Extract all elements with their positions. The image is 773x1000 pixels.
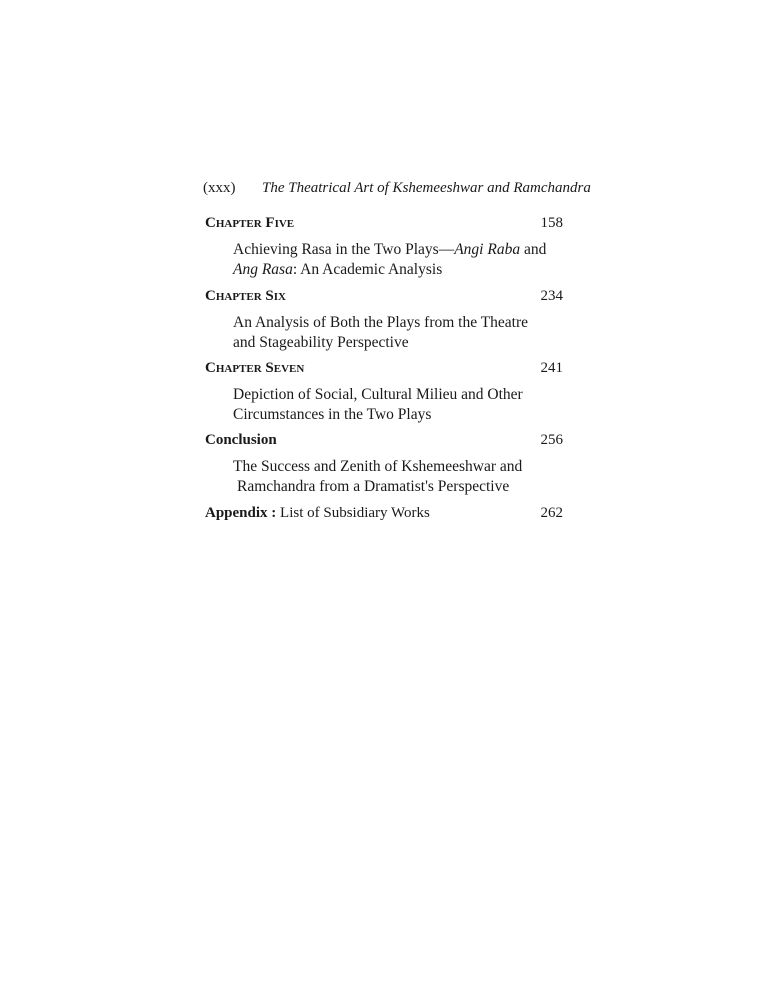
toc-entry-chapter-six <box>205 286 563 353</box>
toc-description <box>205 313 563 353</box>
toc-entry-conclusion <box>205 430 563 497</box>
toc-chapter-label: Chapter Seven <box>205 360 305 376</box>
toc-chapter-label: Chapter Six <box>205 288 286 304</box>
toc-description-line: and Stageability Perspective <box>233 334 409 351</box>
running-header <box>203 178 591 198</box>
toc-description-line: Ramchandra from a Dramatist's Perspective <box>237 478 510 495</box>
toc-heading-row <box>205 286 563 306</box>
toc-description <box>205 457 563 497</box>
toc-description-line <box>233 260 563 280</box>
toc-chapter-label: Chapter Five <box>205 215 295 231</box>
toc-page-number: 256 <box>540 432 563 448</box>
toc-description-line <box>233 240 563 260</box>
desc-text: : An Academic Analysis <box>292 261 443 278</box>
toc-heading-row <box>205 213 563 233</box>
toc-description <box>205 385 563 425</box>
toc-page-number: 262 <box>540 505 563 521</box>
toc-heading-row <box>205 503 563 523</box>
toc-heading-row <box>205 430 563 450</box>
toc-appendix-label: Appendix : <box>205 505 277 521</box>
toc-description-line: Circumstances in the Two Plays <box>233 406 432 423</box>
toc-page-number: 158 <box>540 215 563 231</box>
toc-description-line: The Success and Zenith of Kshemeeshwar and <box>233 458 523 475</box>
toc-description <box>205 240 563 280</box>
header-page-number: (xxx) <box>203 180 236 196</box>
toc-conclusion-label: Conclusion <box>205 432 277 448</box>
desc-italic-text: Angi Raba <box>454 241 521 258</box>
toc-heading-row <box>205 358 563 378</box>
desc-text: Achieving Rasa in the Two Plays— <box>233 241 455 258</box>
toc-entry-appendix <box>205 503 563 523</box>
toc-description-line: Depiction of Social, Cultural Milieu and Other <box>233 386 523 403</box>
toc-entry-chapter-seven <box>205 358 563 425</box>
toc-description-line: An Analysis of Both the Plays from the Theatre <box>233 314 529 331</box>
toc-entry-chapter-five <box>205 213 563 280</box>
toc-page-number: 241 <box>540 360 563 376</box>
desc-italic-text: Ang Rasa <box>233 261 293 278</box>
toc-appendix-text: List of Subsidiary Works <box>276 505 430 521</box>
header-running-title: The Theatrical Art of Kshemeeshwar and Ramchandra <box>262 180 591 196</box>
desc-text: and <box>520 241 547 258</box>
toc-page-number: 234 <box>540 288 563 304</box>
